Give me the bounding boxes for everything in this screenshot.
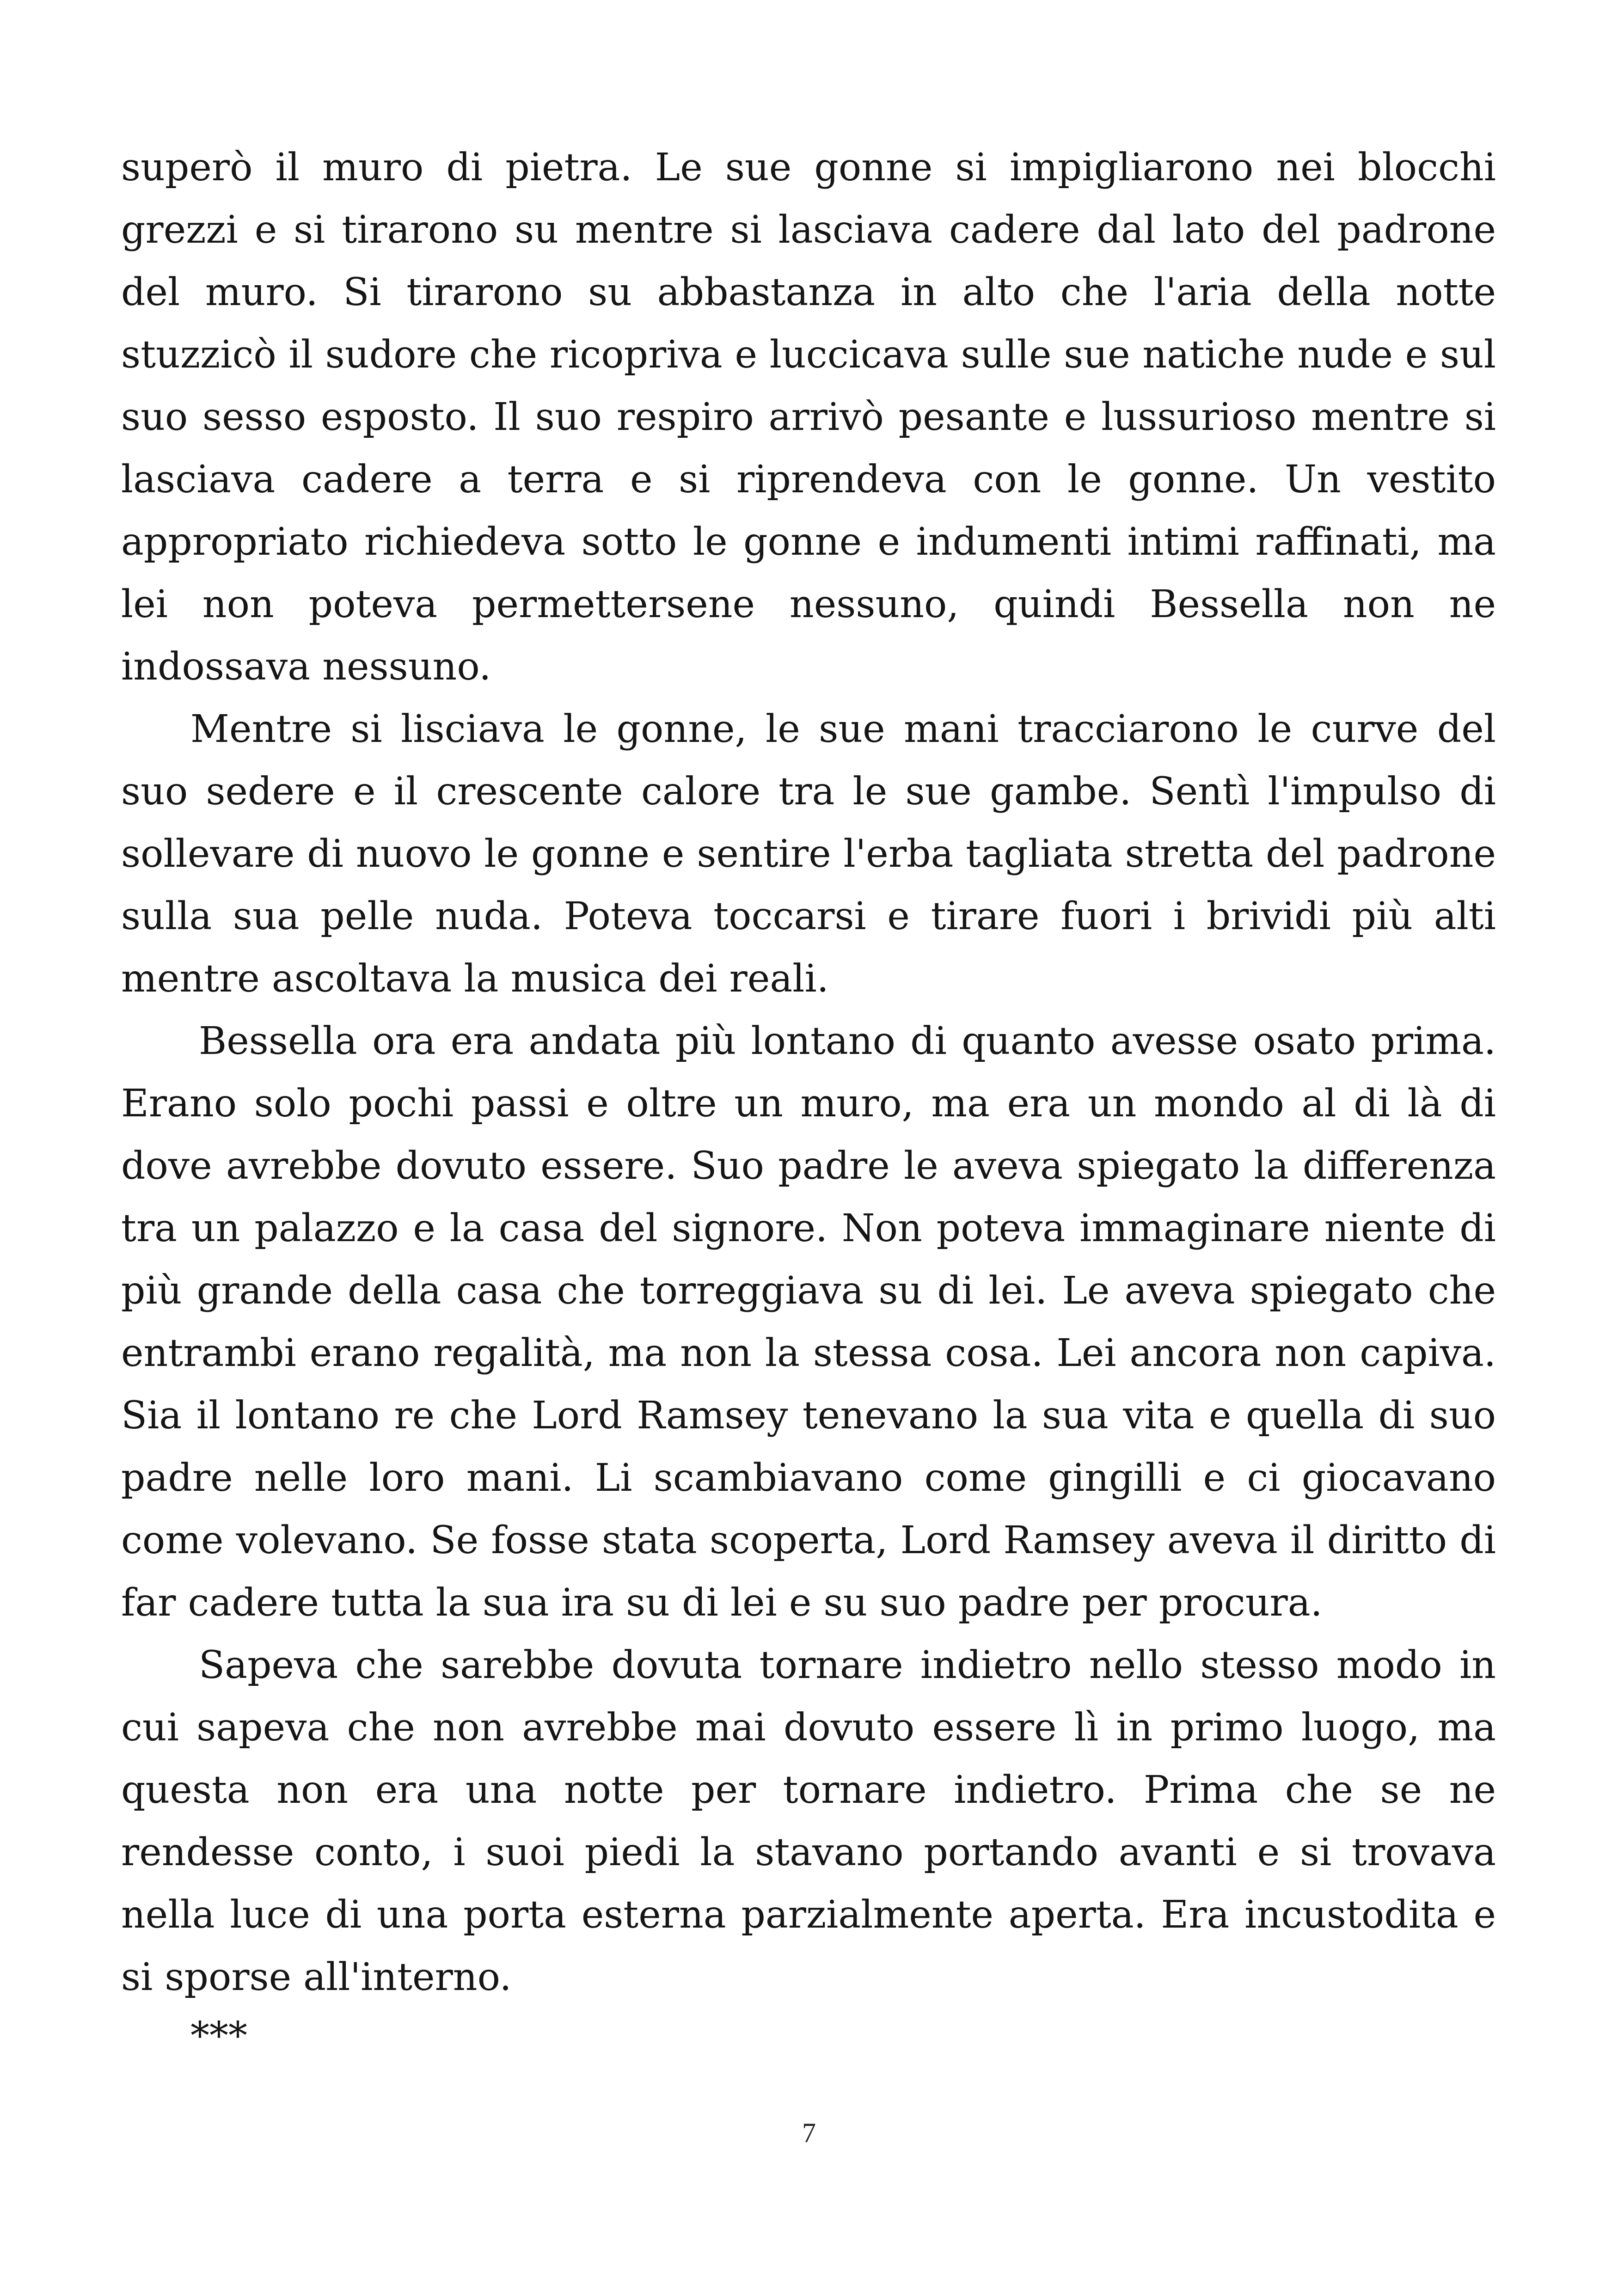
scene-break: *** [190,2014,247,2058]
paragraph-3: Bessella ora era andata più lontano di quanto avesse osato prima. Erano solo pochi passi e oltre un muro, ma era un mondo al di là di dove avrebbe dovuto essere. Suo padre le aveva spiegato la differenza tra un palazzo e la casa del signore. Non poteva immaginare niente di più grande della casa che torreggiava su di lei. Le aveva spiegato che entrambi erano regalità, ma non la stessa cosa. Lei ancora non capiva. Sia il lontano re che Lord Ramsey tenevano la sua vita e quella di suo padre nelle loro mani. Li scambiavano come gingilli e ci giocavano come volevano. Se fosse stata scoperta, Lord Ramsey aveva il diritto di far cadere tutta la sua ira su di lei e su suo padre per procura. [121,1019,1496,1625]
paragraph-1: superò il muro di pietra. Le sue gonne si impigliarono nei blocchi grezzi e si tirarono su mentre si lasciava cadere dal lato del padrone del muro. Si tirarono su abbastanza in alto che l'aria della notte stuzzicò il sudore che ricopriva e luccicava sulle sue natiche nude e sul suo sesso esposto. Il suo respiro arrivò pesante e lussurioso mentre si lasciava cadere a terra e si riprendeva con le gonne. Un vestito appropriato richiedeva sotto le gonne e indumenti intimi raffinati, ma lei non poteva permettersene nessuno, quindi Bessella non ne indossava nessuno. [121,146,1496,689]
page-number: 7 [802,2118,816,2148]
paragraph-4: Sapeva che sarebbe dovuta tornare indietro nello stesso modo in cui sapeva che non avrebbe mai dovuto essere lì in primo luogo, ma questa non era una notte per tornare indietro. Prima che se ne rendesse conto, i suoi piedi la stavano portando avanti e si trovava nella luce di una porta esterna parzialmente aperta. Era incustodita e si sporse all'interno. [121,1643,1496,1999]
paragraph-2: Mentre si lisciava le gonne, le sue mani tracciarono le curve del suo sedere e il crescente calore tra le sue gambe. Sentì l'impulso di sollevare di nuovo le gonne e sentire l'erba tagliata stretta del padrone sulla sua pelle nuda. Poteva toccarsi e tirare fuori i brividi più alti mentre ascoltava la musica dei reali. [121,707,1496,1001]
body-text [121,136,1496,2064]
